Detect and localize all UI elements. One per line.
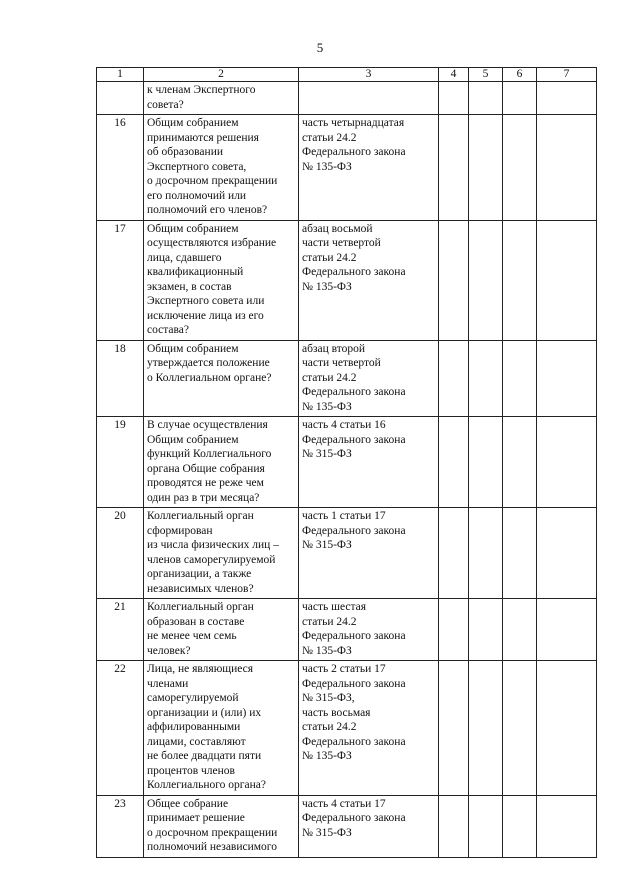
header-row xyxy=(97,68,597,82)
row-cell-col-7 xyxy=(537,508,597,599)
table-row xyxy=(97,220,597,340)
row-cell-col-5 xyxy=(469,340,503,417)
row-legal-reference xyxy=(299,82,439,115)
row-cell-col-4 xyxy=(439,599,469,661)
row-cell-col-5 xyxy=(469,599,503,661)
table-row xyxy=(97,82,597,115)
row-cell-col-5 xyxy=(469,417,503,508)
row-legal-reference: абзац второй части четвертой статьи 24.2 Федерального закона № 135-ФЗ xyxy=(299,340,439,417)
row-question: Коллегиальный орган сформирован из числа физических лиц – членов саморегулируемой организации, а также независимых членов? xyxy=(144,508,299,599)
row-cell-col-4 xyxy=(439,115,469,221)
table-row xyxy=(97,115,597,221)
header-col-3: 3 xyxy=(299,68,439,82)
row-legal-reference: часть 4 статьи 17 Федерального закона № 315-ФЗ xyxy=(299,795,439,857)
row-question: Общим собранием принимаются решения об образовании Экспертного совета, о досрочном прекращении его полномочий или полномочий его членов? xyxy=(144,115,299,221)
row-cell-col-6 xyxy=(503,82,537,115)
row-legal-reference: часть 1 статьи 17 Федерального закона № 315-ФЗ xyxy=(299,508,439,599)
row-number: 17 xyxy=(97,220,144,340)
row-legal-reference: часть 4 статьи 16 Федерального закона № 315-ФЗ xyxy=(299,417,439,508)
row-cell-col-7 xyxy=(537,599,597,661)
row-cell-col-6 xyxy=(503,220,537,340)
checklist-table xyxy=(96,67,597,858)
row-cell-col-6 xyxy=(503,599,537,661)
row-cell-col-5 xyxy=(469,220,503,340)
row-number: 21 xyxy=(97,599,144,661)
row-cell-col-4 xyxy=(439,82,469,115)
row-cell-col-6 xyxy=(503,508,537,599)
table-row xyxy=(97,661,597,796)
row-cell-col-5 xyxy=(469,795,503,857)
row-legal-reference: абзац восьмой части четвертой статьи 24.2 Федерального закона № 135-ФЗ xyxy=(299,220,439,340)
row-cell-col-6 xyxy=(503,661,537,796)
row-question: Коллегиальный орган образован в составе не менее чем семь человек? xyxy=(144,599,299,661)
row-number xyxy=(97,82,144,115)
row-cell-col-7 xyxy=(537,661,597,796)
row-cell-col-6 xyxy=(503,417,537,508)
row-cell-col-7 xyxy=(537,417,597,508)
row-number: 19 xyxy=(97,417,144,508)
header-col-1: 1 xyxy=(97,68,144,82)
table-row xyxy=(97,508,597,599)
header-col-7: 7 xyxy=(537,68,597,82)
row-question: Общее собрание принимает решение о досрочном прекращении полномочий независимого xyxy=(144,795,299,857)
row-cell-col-7 xyxy=(537,795,597,857)
row-cell-col-4 xyxy=(439,795,469,857)
table-row xyxy=(97,340,597,417)
row-legal-reference: часть 2 статьи 17 Федерального закона № 315-ФЗ, часть восьмая статьи 24.2 Федерального закона № 135-ФЗ xyxy=(299,661,439,796)
header-col-5: 5 xyxy=(469,68,503,82)
row-cell-col-4 xyxy=(439,220,469,340)
row-cell-col-5 xyxy=(469,508,503,599)
row-cell-col-7 xyxy=(537,220,597,340)
header-col-2: 2 xyxy=(144,68,299,82)
row-legal-reference: часть шестая статьи 24.2 Федерального закона № 135-ФЗ xyxy=(299,599,439,661)
row-cell-col-4 xyxy=(439,340,469,417)
table-body xyxy=(97,82,597,858)
row-legal-reference: часть четырнадцатая статьи 24.2 Федерального закона № 135-ФЗ xyxy=(299,115,439,221)
row-cell-col-6 xyxy=(503,115,537,221)
page-number: 5 xyxy=(316,40,324,55)
row-cell-col-7 xyxy=(537,82,597,115)
row-number: 23 xyxy=(97,795,144,857)
row-question: Лица, не являющиеся членами саморегулируемой организации и (или) их аффилированными лицами, составляют не более двадцати пяти процентов членов Коллегиального органа? xyxy=(144,661,299,796)
row-cell-col-6 xyxy=(503,340,537,417)
header-col-6: 6 xyxy=(503,68,537,82)
row-number: 22 xyxy=(97,661,144,796)
row-cell-col-5 xyxy=(469,115,503,221)
row-cell-col-7 xyxy=(537,115,597,221)
table-header xyxy=(97,68,597,82)
row-question: В случае осуществления Общим собранием функций Коллегиального органа Общие собрания проводятся не реже чем один раз в три месяца? xyxy=(144,417,299,508)
row-cell-col-5 xyxy=(469,82,503,115)
row-cell-col-4 xyxy=(439,508,469,599)
row-question: Общим собранием утверждается положение о Коллегиальном органе? xyxy=(144,340,299,417)
row-cell-col-7 xyxy=(537,340,597,417)
table-row xyxy=(97,599,597,661)
row-number: 18 xyxy=(97,340,144,417)
row-cell-col-4 xyxy=(439,661,469,796)
row-cell-col-6 xyxy=(503,795,537,857)
table-row xyxy=(97,417,597,508)
row-number: 20 xyxy=(97,508,144,599)
table-row xyxy=(97,795,597,857)
row-number: 16 xyxy=(97,115,144,221)
header-col-4: 4 xyxy=(439,68,469,82)
row-cell-col-5 xyxy=(469,661,503,796)
row-question: Общим собранием осуществляются избрание лица, сдавшего квалификационный экзамен, в состав Экспертного совета или исключение лица из его состава? xyxy=(144,220,299,340)
row-cell-col-4 xyxy=(439,417,469,508)
row-question: к членам Экспертного совета? xyxy=(144,82,299,115)
